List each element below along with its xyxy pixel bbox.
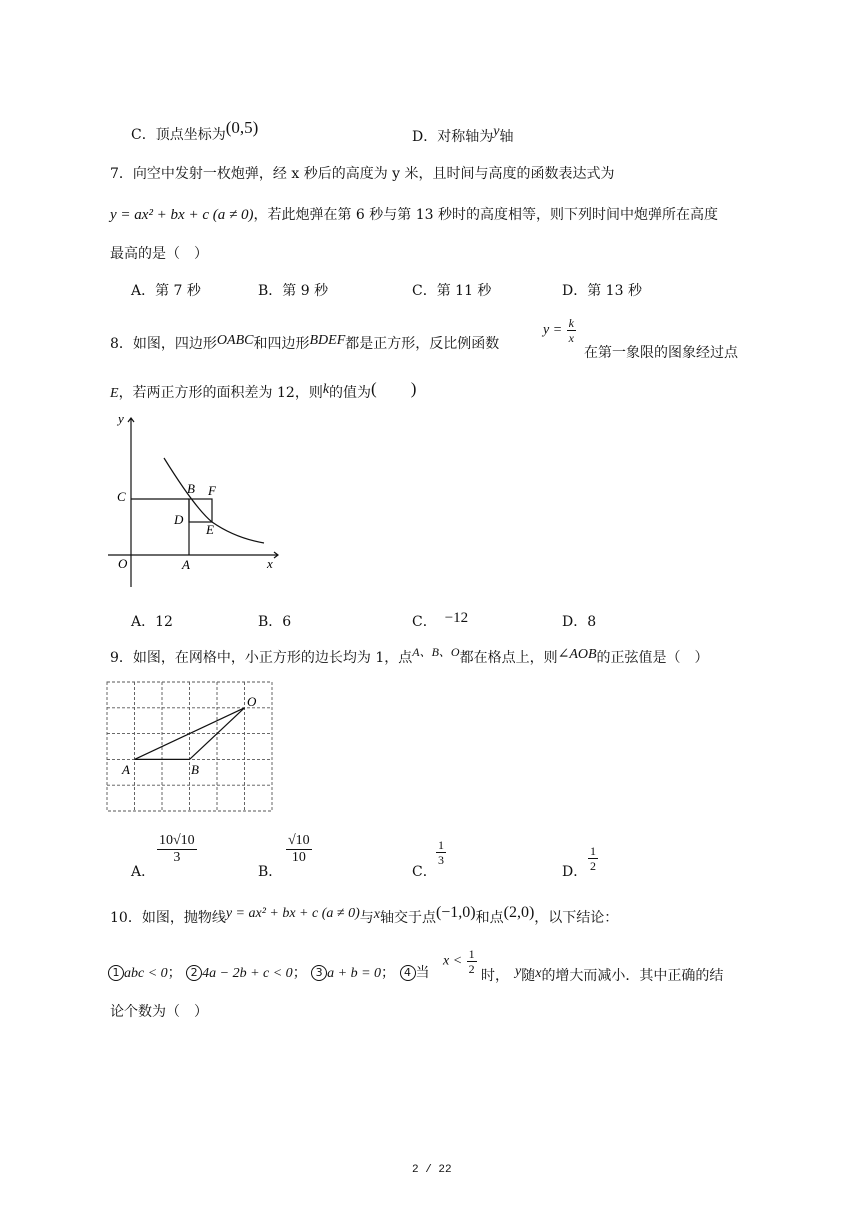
label-a: A <box>122 762 130 777</box>
label-b: B <box>191 762 199 777</box>
q8-option-a: A．12 <box>131 614 173 630</box>
label-o: O <box>118 556 128 571</box>
q10-condition: x < $\frac{1}{2}$ <box>443 947 475 976</box>
q10-line1: 10．如图，抛物线y = ax² + bx + c (a ≠ 0)与x轴交于点(−1,0)和点(2,0)，以下结论： <box>110 904 619 926</box>
q8-figure <box>100 412 290 592</box>
q7-option-c: C．第 11 秒 <box>412 283 492 299</box>
q10-line3: 论个数为（ ） <box>110 1004 208 1020</box>
label-o: O <box>247 694 257 709</box>
q7-line2: y = ax² + bx + c (a ≠ 0)，若此炮弹在第 6 秒与第 13 秒时的高度相等，则下列时间中炮弹所在高度 <box>110 207 718 223</box>
q8-option-c: C． −12 <box>412 610 469 630</box>
q8-line1: 8．如图，四边形OABC和四边形BDEF都是正方形，反比例函数 <box>110 333 500 352</box>
label-d: D <box>174 512 184 527</box>
q9-line1: 9．如图，在网格中，小正方形的边长均为 1，点A、B、O都在格点上，则∠AOB的正弦值是（ ） <box>110 645 709 666</box>
q8-line2: E，若两正方形的面积差为 12，则k的值为( ) <box>110 379 417 401</box>
q7-line3: 最高的是（ ） <box>110 246 208 262</box>
q9-option-b-fraction: $\frac{√10}{10}$ <box>288 833 310 865</box>
label-y: y <box>118 412 124 426</box>
q8-function: y = $\frac{k}{x}$ <box>543 316 574 345</box>
page-number: 2 / 22 <box>412 1164 452 1176</box>
q8-option-d: D．8 <box>562 614 597 630</box>
q6-option-c: C．顶点坐标为(0,5) <box>131 118 259 143</box>
q6-option-d: D．对称轴为y轴 <box>412 124 514 145</box>
q10-line2-tail: 时， y随x的增大而减小．其中正确的结 <box>481 964 724 984</box>
q7-line1: 7．向空中发射一枚炮弹，经 x 秒后的高度为 y 米，且时间与高度的函数表达式为 <box>110 166 615 182</box>
q8-line1-tail: 在第一象限的图象经过点 <box>584 345 738 361</box>
q7-option-b: B．第 9 秒 <box>258 283 329 299</box>
q9-grid-figure <box>106 681 274 815</box>
label-e: E <box>206 522 214 537</box>
q9-option-d-fraction: $\frac{1}{2}$ <box>590 844 596 873</box>
q9-option-c-label: C． <box>412 864 437 880</box>
label-c: C <box>117 489 126 504</box>
label-x: x <box>267 556 273 571</box>
q7-option-a: A．第 7 秒 <box>131 283 201 299</box>
label-a: A <box>182 557 190 572</box>
label-f: F <box>208 483 216 498</box>
q9-option-d-label: D． <box>562 864 588 880</box>
hyperbola <box>164 458 264 543</box>
label-b: B <box>187 481 195 496</box>
q9-option-a-label: A． <box>131 864 156 880</box>
q10-conclusions: 1 abc < 0； 2 4a − 2b + c < 0； 3 a + b = 0； 4 当 <box>108 962 430 982</box>
q8-option-b: B．6 <box>258 614 292 630</box>
q9-option-c-fraction: $\frac{1}{3}$ <box>438 838 444 867</box>
q9-option-b-label: B． <box>258 864 283 880</box>
q7-option-d: D．第 13 秒 <box>562 283 642 299</box>
q9-option-a-fraction: $\frac{10√10}{3}$ <box>159 833 195 865</box>
